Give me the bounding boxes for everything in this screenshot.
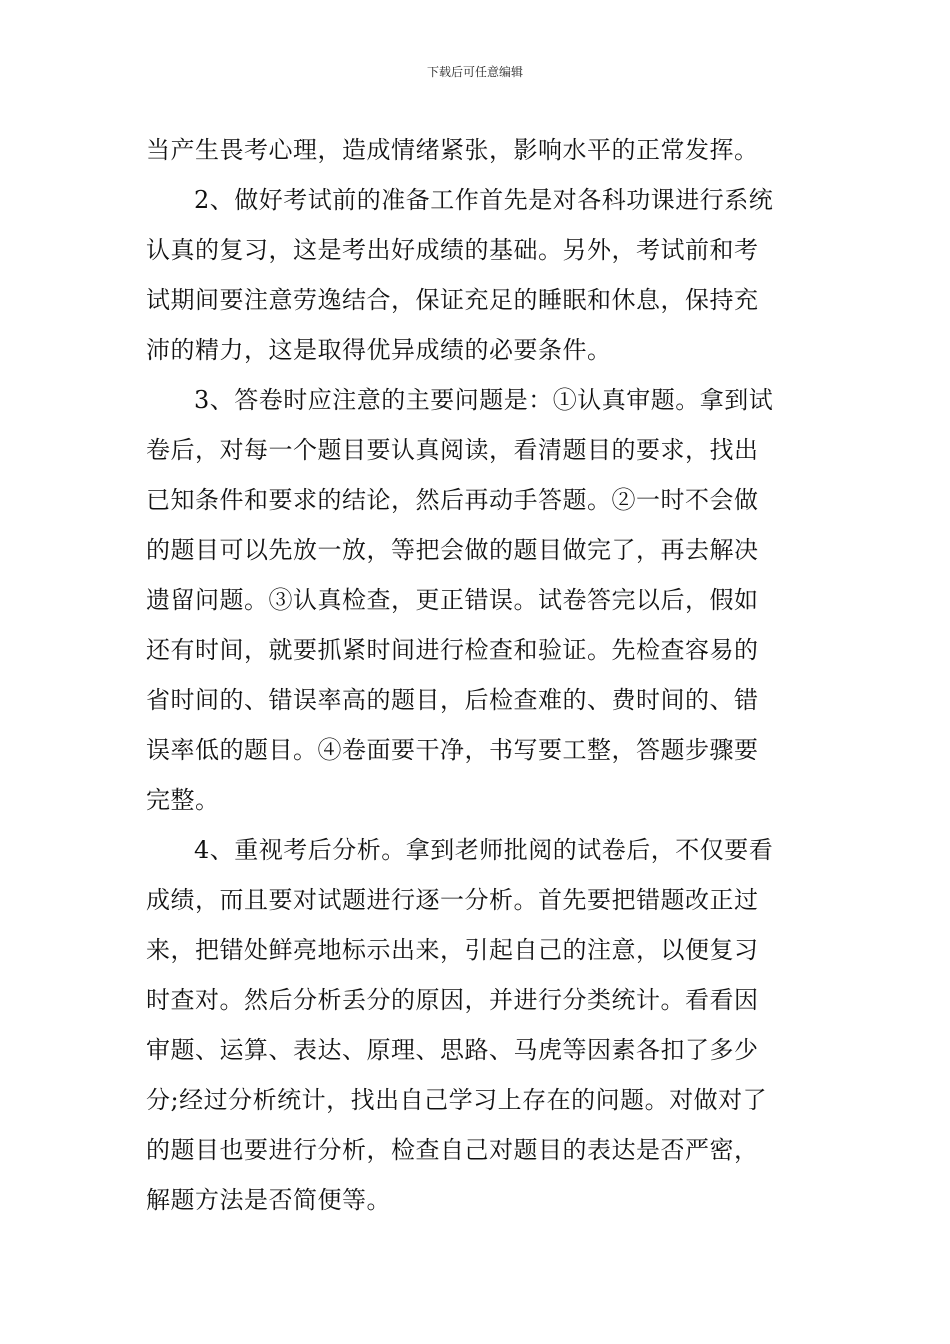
text-line: 认真的复习，这是考出好成绩的基础。另外，考试前和考	[146, 236, 759, 264]
text-line: 遗留问题。③认真检查，更正错误。试卷答完以后，假如	[146, 586, 759, 614]
document-body	[146, 125, 806, 1225]
text-line: 解题方法是否简便等。	[146, 1186, 391, 1214]
text-line: 完整。	[146, 786, 220, 814]
text-line: 时查对。然后分析丢分的原因，并进行分类统计。看看因	[146, 986, 759, 1014]
paragraph-start-line: 2、做好考试前的准备工作首先是对各科功课进行系统	[194, 186, 774, 214]
text-line: 还有时间，就要抓紧时间进行检查和验证。先检查容易的	[146, 636, 759, 664]
text-line: 卷后，对每一个题目要认真阅读，看清题目的要求，找出	[146, 436, 759, 464]
paragraph-start-line: 4、重视考后分析。拿到老师批阅的试卷后，不仅要看	[194, 836, 774, 864]
text-line: 的题目可以先放一放，等把会做的题目做完了，再去解决	[146, 536, 759, 564]
text-line: 来，把错处鲜亮地标示出来，引起自己的注意，以便复习	[146, 936, 759, 964]
text-line: 沛的精力，这是取得优异成绩的必要条件。	[146, 336, 612, 364]
text-line: 已知条件和要求的结论，然后再动手答题。②一时不会做	[146, 486, 759, 514]
paragraph-start-line: 3、答卷时应注意的主要问题是：①认真审题。拿到试	[194, 386, 774, 414]
text-line: 当产生畏考心理，造成情绪紧张，影响水平的正常发挥。	[146, 136, 759, 164]
text-line: 试期间要注意劳逸结合，保证充足的睡眠和休息，保持充	[146, 286, 759, 314]
page-header: 下载后可任意编辑	[426, 65, 523, 79]
text-line: 分;经过分析统计，找出自己学习上存在的问题。对做对了	[146, 1086, 768, 1114]
text-line: 的题目也要进行分析，检查自己对题目的表达是否严密，	[146, 1136, 759, 1164]
text-line: 成绩，而且要对试题进行逐一分析。首先要把错题改正过	[146, 886, 759, 914]
text-line: 误率低的题目。④卷面要干净，书写要工整，答题步骤要	[146, 736, 759, 764]
text-line: 审题、运算、表达、原理、思路、马虎等因素各扣了多少	[146, 1036, 759, 1064]
text-line: 省时间的、错误率高的题目，后检查难的、费时间的、错	[146, 686, 759, 714]
